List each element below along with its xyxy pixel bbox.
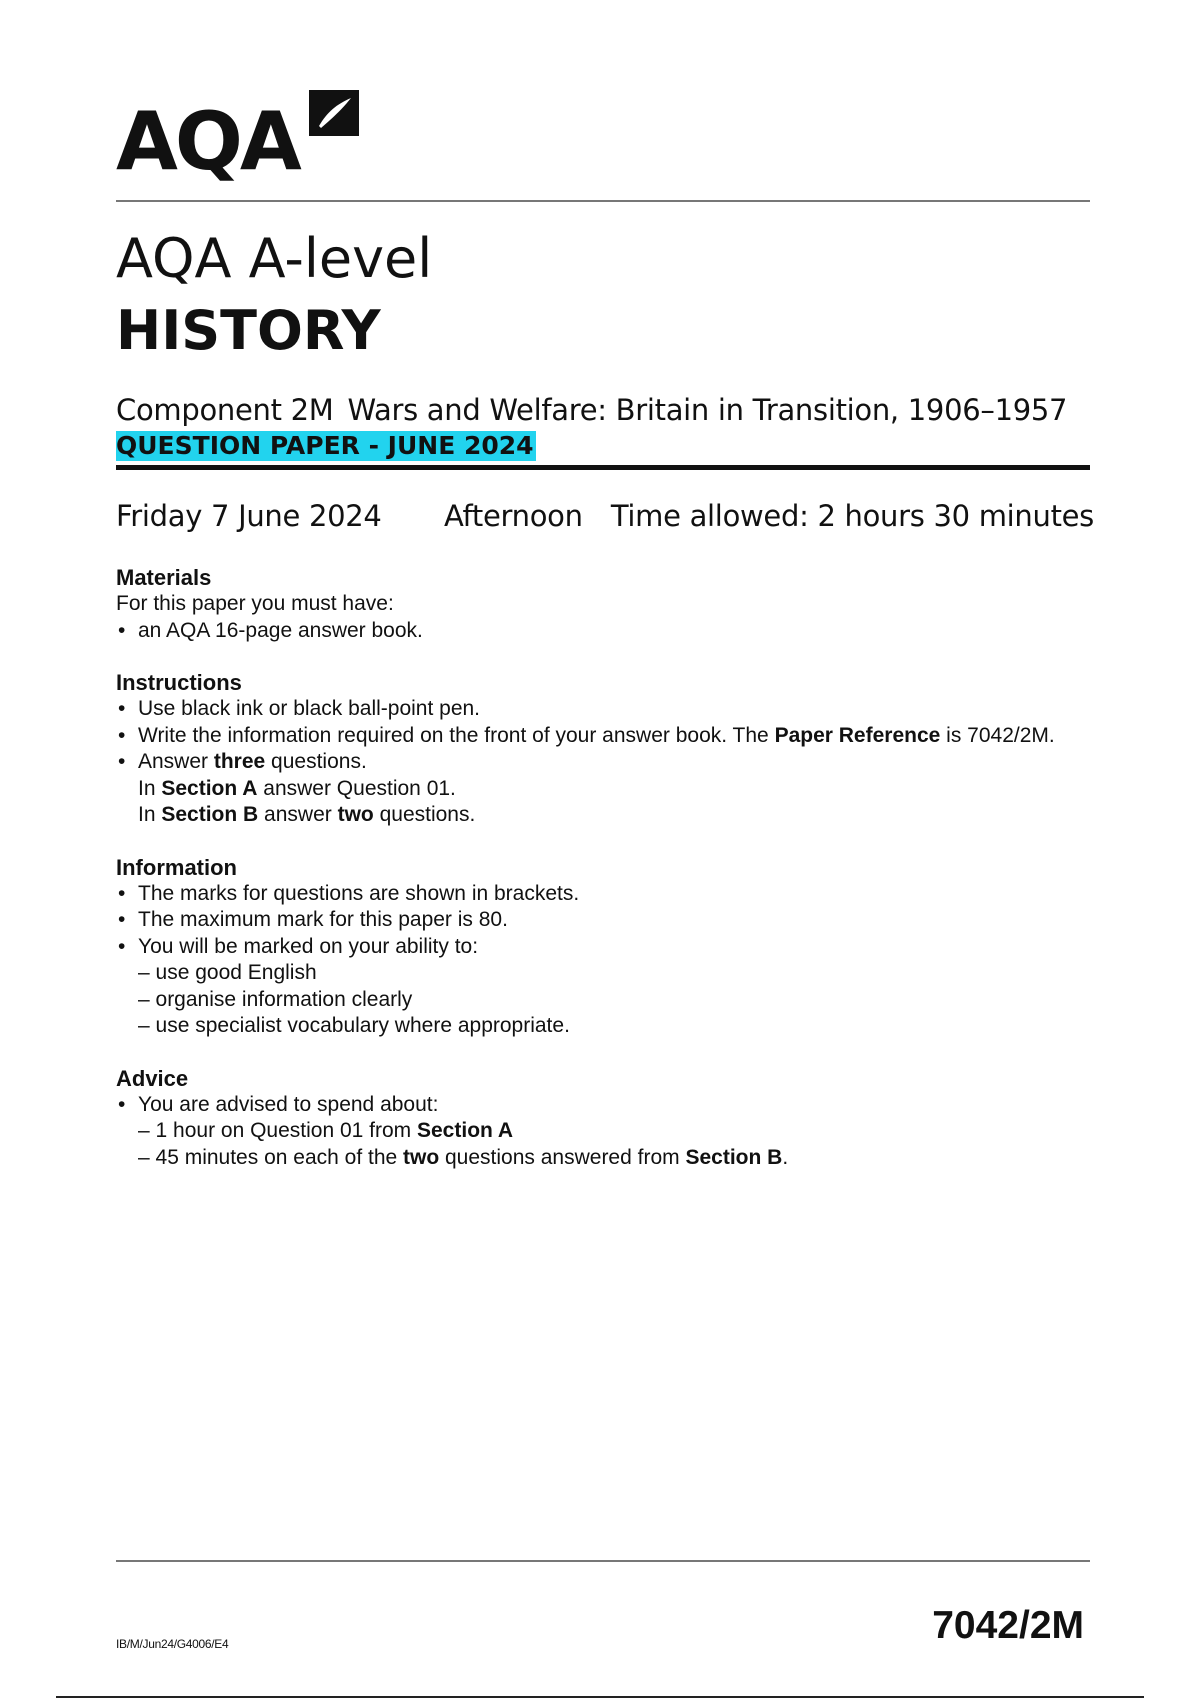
sub-item: – organise information clearly: [138, 987, 413, 1011]
materials-section: [116, 564, 1096, 644]
advice-list: [116, 1092, 1096, 1172]
bold-text: Section B: [685, 1145, 783, 1169]
instruction-line: [138, 802, 1096, 829]
list-item: • an AQA 16-page answer book.: [116, 618, 1096, 645]
text-run: In: [138, 776, 162, 800]
text-run: – 1 hour on Question 01 from: [138, 1119, 417, 1142]
text-run: .: [782, 1145, 789, 1169]
text-run: questions.: [265, 750, 367, 773]
text-run: questions.: [373, 803, 476, 826]
bold-text: Paper Reference: [774, 723, 941, 747]
title-divider: [116, 465, 1090, 470]
text-run: questions answered from: [439, 1145, 686, 1169]
list-item: [116, 723, 1096, 750]
advice-section: [116, 1065, 1096, 1172]
list-item-text: • You are advised to spend about:: [138, 1092, 439, 1116]
text-run: Answer: [138, 750, 214, 773]
bold-text: two: [403, 1145, 440, 1169]
header-divider: [116, 200, 1090, 202]
instructions-section: [116, 669, 1096, 829]
logo-text: AQA: [116, 95, 299, 188]
list-item: [116, 749, 1096, 829]
sub-item: – use specialist vocabulary where appropriate.: [138, 1014, 570, 1037]
sub-item: [138, 1145, 1096, 1172]
text-run: answer: [258, 803, 338, 826]
materials-heading: Materials: [116, 565, 212, 590]
information-list: [116, 881, 1096, 1040]
bold-text: Section B: [161, 803, 259, 826]
information-section: [116, 854, 1096, 1040]
materials-intro: For this paper you must have:: [116, 592, 394, 615]
footer-divider: [116, 1560, 1090, 1562]
list-item: • The maximum mark for this paper is 80.: [116, 907, 1096, 934]
information-heading: Information: [116, 854, 237, 880]
list-item: [116, 1092, 1096, 1172]
component-title: Wars and Welfare: Britain in Transition, 1906–1957: [347, 393, 1068, 427]
list-item-text: • You will be marked on your ability to:: [138, 934, 479, 958]
paper-code: 7042/2M: [932, 1604, 1084, 1647]
sub-item: [138, 1118, 1096, 1145]
component-line: [116, 393, 1068, 427]
sub-item: – use good English: [138, 961, 317, 984]
text-run: Write the information required on the front of your answer book. The: [138, 723, 775, 747]
exam-session: Afternoon: [444, 499, 583, 533]
list-item: • Use black ink or black ball-point pen.: [116, 696, 1096, 723]
qualification-title: AQA A-level: [116, 227, 433, 290]
text-run: In: [138, 803, 162, 826]
list-item: • The marks for questions are shown in brackets.: [116, 881, 1096, 908]
instruction-line: [138, 776, 1096, 803]
instructions-heading: Instructions: [116, 670, 242, 695]
paper-label: QUESTION PAPER - JUNE 2024: [116, 431, 534, 460]
bold-text: two: [337, 803, 374, 826]
aqa-leaf-icon: [305, 86, 363, 142]
text-run: – 45 minutes on each of the: [138, 1145, 404, 1169]
instruction-line: [138, 749, 1096, 776]
list-item: [116, 934, 1096, 1040]
exam-date: Friday 7 June 2024: [116, 499, 382, 533]
instructions-list: [116, 696, 1096, 829]
text-run: answer Question 01.: [257, 776, 456, 800]
aqa-logo: [116, 86, 363, 188]
component-code: Component 2M: [116, 393, 334, 427]
subject-title: HISTORY: [116, 299, 381, 362]
time-allowed: Time allowed: 2 hours 30 minutes: [610, 499, 1094, 533]
bold-text: Section A: [417, 1119, 514, 1142]
print-reference: IB/M/Jun24/G4006/E4: [116, 1637, 229, 1651]
advice-heading: Advice: [116, 1065, 189, 1091]
instructions-body: [116, 564, 1096, 1196]
materials-list: [116, 618, 1096, 645]
bold-text: Section A: [161, 776, 258, 800]
bold-text: three: [213, 750, 266, 773]
text-run: is 7042/2M.: [940, 723, 1055, 747]
page-bottom-edge: [56, 1696, 1144, 1698]
